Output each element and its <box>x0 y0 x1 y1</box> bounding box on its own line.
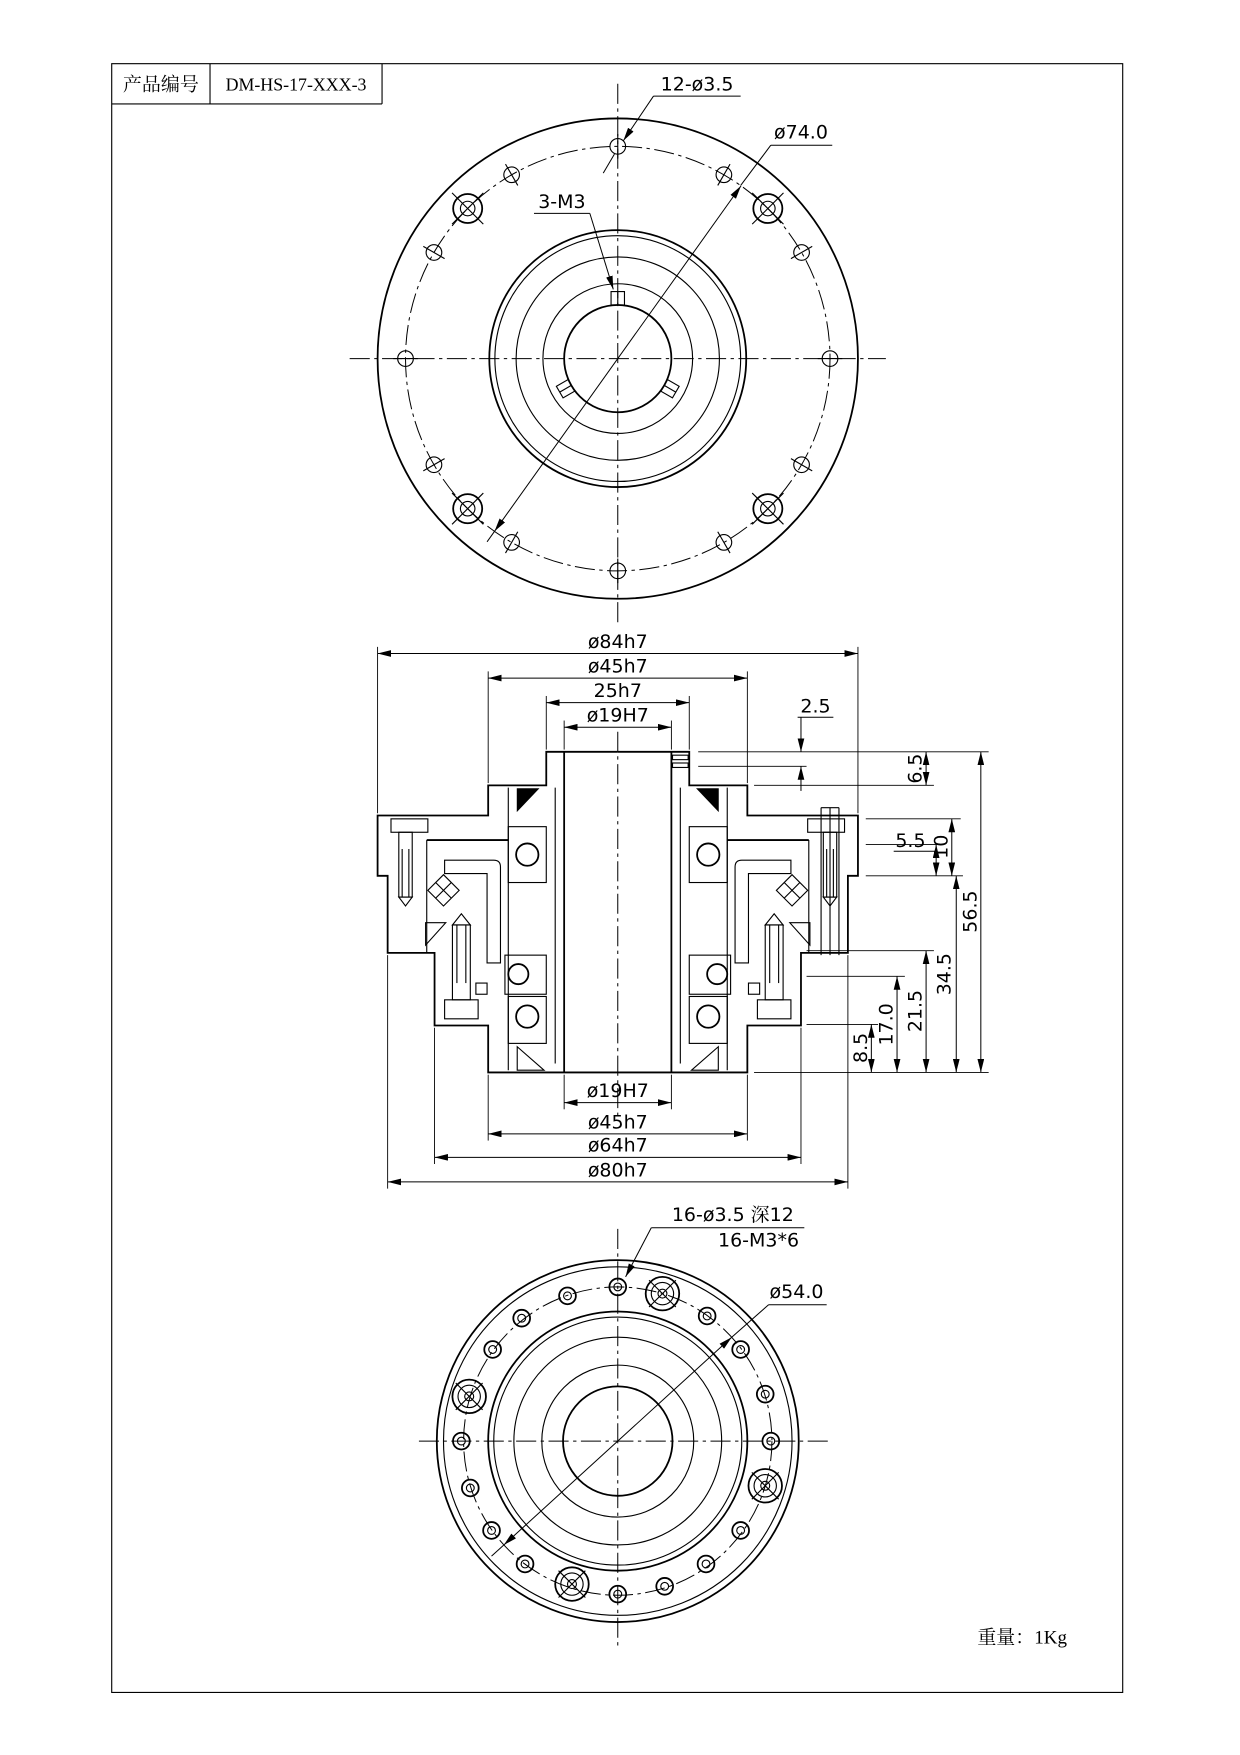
hole-circle <box>737 1346 745 1354</box>
dim-label: 6.5 <box>904 753 927 784</box>
threaded-hole <box>698 1556 715 1573</box>
notch-line <box>560 385 572 392</box>
bearing-ball <box>516 1005 538 1027</box>
dim-label: 17.0 <box>875 1003 898 1046</box>
bottom-view <box>419 1204 832 1648</box>
sheet-border <box>112 64 1123 1693</box>
dim-label: 56.5 <box>959 890 982 933</box>
counterbore-hole <box>452 193 483 224</box>
counterbore-hole <box>752 493 783 524</box>
dim-height-56-5 <box>959 752 981 1073</box>
thread-circle <box>698 1556 715 1573</box>
counterbore-hole <box>452 493 483 524</box>
threaded-hole <box>757 1386 774 1403</box>
callout-16-holes <box>626 1204 805 1277</box>
through-hole <box>423 457 444 473</box>
crossed-roller-bearing <box>428 875 459 906</box>
callout-text: 16-ø3.5 深12 <box>671 1204 794 1227</box>
dim-label: ø19H7 <box>586 704 649 727</box>
lower-bolt <box>445 914 479 1019</box>
bolt-head <box>391 819 428 832</box>
weight-note: 重量：1Kg <box>977 1627 1067 1649</box>
threaded-hole <box>513 1310 530 1327</box>
seal-triangle <box>426 923 446 945</box>
upper-bolt <box>391 819 428 906</box>
callout-text: 3-M3 <box>538 190 586 213</box>
through-hole <box>716 532 732 553</box>
callout-bolt-circle <box>492 1281 827 1556</box>
bolt-tip <box>452 914 470 925</box>
through-hole <box>716 164 732 185</box>
title-block <box>112 64 382 104</box>
threaded-hole <box>483 1522 500 1539</box>
groove <box>673 763 689 767</box>
groove <box>673 755 689 759</box>
hole-circle <box>661 1582 669 1590</box>
thread-circle <box>732 1341 749 1358</box>
large-hole <box>452 1380 486 1414</box>
bore-notch <box>661 380 679 398</box>
dim-label: ø19H7 <box>586 1080 649 1103</box>
through-hole <box>423 245 444 261</box>
dim-height-2-5 <box>798 696 834 791</box>
bearing-ring <box>505 955 546 994</box>
thread-circle <box>757 1386 774 1403</box>
hole-circle <box>737 1527 745 1535</box>
bearing-ball <box>516 843 538 865</box>
title-block-label: 产品编号 <box>122 74 199 96</box>
housing-outline <box>378 752 618 1073</box>
leader-line <box>590 213 613 289</box>
dim-label: 5.5 <box>895 829 926 852</box>
spacer-block <box>476 983 487 994</box>
large-hole <box>555 1567 589 1601</box>
dim-label: ø45h7 <box>587 1111 648 1134</box>
bottom-hole-pattern <box>452 1277 782 1603</box>
dim-label: 8.5 <box>849 1032 872 1063</box>
bore-notch <box>556 380 574 398</box>
callout-text: ø54.0 <box>769 1281 824 1304</box>
diameter-tail <box>487 531 494 542</box>
bolt-shank <box>399 832 412 897</box>
upper-ball-bearing <box>508 827 546 883</box>
leader-line <box>741 145 771 185</box>
dim-label: 21.5 <box>904 989 927 1033</box>
large-hole <box>748 1469 782 1503</box>
hole-circle <box>489 1346 497 1354</box>
dim-height-8-5 <box>850 1024 872 1072</box>
side-section-view <box>378 631 989 1189</box>
callout-bolt-circle <box>487 122 832 542</box>
product-number: DM-HS-17-XXX-3 <box>225 74 367 95</box>
thread-callout-text: 16-M3*6 <box>717 1229 800 1252</box>
large-hole <box>646 1277 680 1311</box>
height-extension-lines <box>698 752 988 1073</box>
threaded-hole <box>462 1480 479 1497</box>
thread-circle <box>483 1522 500 1539</box>
thread-circle <box>732 1522 749 1539</box>
bolt-tip <box>399 897 412 906</box>
top-view <box>350 73 886 625</box>
callout-text: 12-ø3.5 <box>660 73 734 96</box>
dim-height-17 <box>876 976 898 1072</box>
threaded-hole <box>484 1341 501 1358</box>
dim-label: 2.5 <box>800 695 831 718</box>
dim-height-34-5 <box>934 876 957 1073</box>
callout-3-m3 <box>534 191 613 290</box>
dim-label: ø80h7 <box>587 1159 648 1182</box>
dim-label: 34.5 <box>933 952 956 996</box>
bore-notch <box>611 292 624 305</box>
dim-label: 25h7 <box>593 680 642 703</box>
dim-label: ø64h7 <box>587 1134 648 1157</box>
dim-label: ø45h7 <box>587 655 648 678</box>
bearing-ball <box>508 964 528 984</box>
callout-12-holes <box>603 73 740 173</box>
hole-circle <box>488 1527 496 1535</box>
bearing-ring <box>508 827 546 883</box>
bolt-head <box>445 1000 479 1019</box>
threaded-hole <box>732 1522 749 1539</box>
dim-height-21-5 <box>905 951 927 1073</box>
lower-ball-bearing <box>508 996 546 1043</box>
hole-circle <box>702 1560 710 1568</box>
dim-height-10 <box>930 819 952 876</box>
bearing-ring <box>508 996 546 1043</box>
counterbore-hole <box>752 193 783 224</box>
thread-circle <box>462 1480 479 1497</box>
threaded-hole <box>732 1341 749 1358</box>
notch-line <box>664 385 676 392</box>
dim-label: 10 <box>930 834 953 859</box>
thread-circle <box>484 1341 501 1358</box>
dim-label: ø84h7 <box>587 630 648 653</box>
dim-height-6-5 <box>905 752 927 786</box>
thread-circle <box>513 1310 530 1327</box>
through-hole <box>791 245 812 261</box>
seal-wedge-bottom <box>517 1047 544 1070</box>
bolt-shank <box>452 925 470 1000</box>
callout-text: ø74.0 <box>774 121 828 144</box>
section-half <box>378 752 618 1073</box>
through-hole <box>504 164 520 185</box>
diameter-tail <box>492 1545 504 1556</box>
leader-tail <box>603 154 614 173</box>
middle-ball-bearing <box>505 955 546 994</box>
seal-wedge-top <box>517 789 538 811</box>
through-hole <box>791 457 812 473</box>
through-hole <box>504 532 520 553</box>
